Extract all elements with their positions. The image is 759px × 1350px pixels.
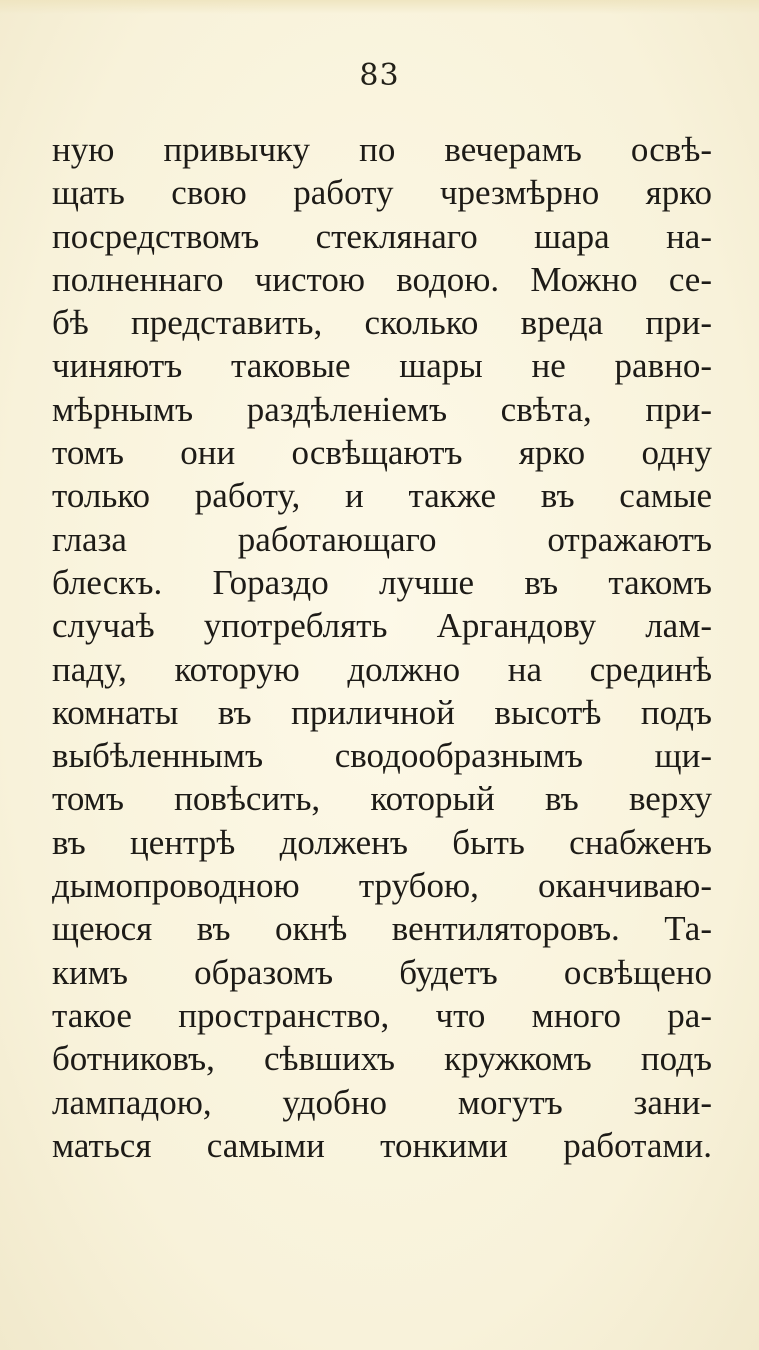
text-line: посредствомъ стеклянаго шара на- [52,216,712,256]
text-line: кимъ образомъ будетъ освѣщено [52,952,712,992]
text-line: комнаты въ приличной высотѣ подъ [52,692,712,732]
text-line: блескъ. Гораздо лучше въ такомъ [52,562,712,602]
text-line: бѣ представить, сколько вреда при- [52,303,712,343]
text-line: глаза работающаго отражаютъ [52,519,712,559]
text-line: дымопроводною трубою, оканчиваю- [52,866,712,906]
text-line: мѣрнымъ раздѣленiемъ свѣта, при- [52,389,712,429]
text-line: паду, которую должно на срединѣ [52,649,712,689]
text-line: случаѣ употреблять Аргандову лам- [52,606,712,646]
page-top-edge [0,0,759,14]
text-line: ботниковъ, сѣвшихъ кружкомъ подъ [52,1039,712,1079]
text-line: полненнаго чистою водою. Можно се- [52,259,712,299]
text-line: выбѣленнымъ сводообразнымъ щи- [52,736,712,776]
text-line: чиняютъ таковые шары не равно- [52,346,712,386]
text-line: ную привычку по вечерамъ освѣ- [52,130,712,169]
text-line: щеюся въ окнѣ вентиляторовъ. Та- [52,909,712,949]
body-text [52,128,712,1167]
text-line: томъ повѣсить, который въ верху [52,779,712,819]
text-line: щать свою работу чрезмѣрно ярко [52,173,712,213]
text-line: томъ они освѣщаютъ ярко одну [52,433,712,473]
text-line: въ центрѣ долженъ быть снабженъ [52,822,712,862]
text-line: маться самыми тонкими работами. [52,1125,712,1165]
text-line: лампадою, удобно могутъ зани- [52,1082,712,1122]
text-line: такое пространство, что много ра- [52,995,712,1035]
page-number: 83 [359,58,400,93]
text-line: только работу, и также въ самые [52,476,712,516]
